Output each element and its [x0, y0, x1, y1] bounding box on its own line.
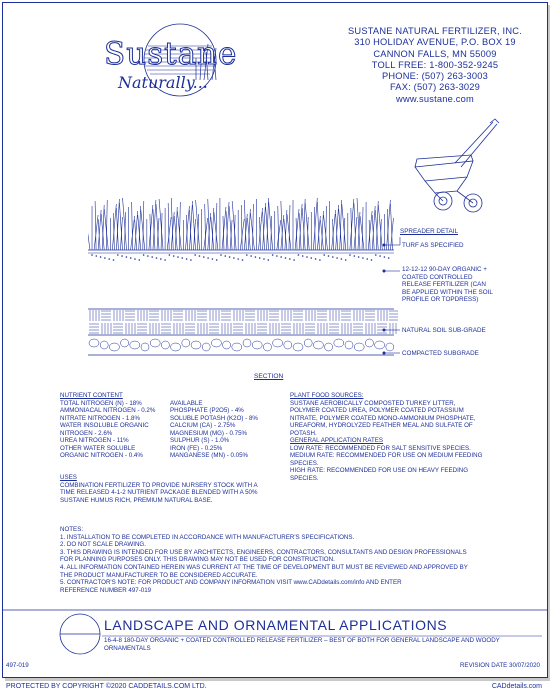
company-address-2: CANNON FALLS, MN 55009	[373, 48, 497, 59]
section-illustration	[88, 195, 398, 360]
section-title: SECTION	[254, 373, 284, 380]
spreader-illustration	[395, 115, 535, 225]
company-address-1: 310 HOLIDAY AVENUE, P.O. BOX 19	[354, 37, 516, 48]
drawing-subtitle: 16-4-8 180-DAY ORGANIC + COATED CONTROLLED RELEASE FERTILIZER – BEST OF BOTH FOR GENERAL LANDSCAPE AND WOODY ORNAMENTALS	[104, 637, 500, 652]
plant-food-block: PLANT FOOD SOURCES: SUSTANE AEROBICALLY COMPOSTED TURKEY LITTER, POLYMER COATED UREA, POLYMER COATED POTASSIUM NITRATE, POLYMER COATED MONO-AMMONIUM PHOSPHATE, UREAFORM, HYDROLYZED FEATHER MEAL AND SULFATE OF POTASH. GENERAL APPLICATION RATES LOW RATE: RECOMMENDED FOR SALT SENSITIVE SPECIES. MEDIUM RATE: RECOMMENDED FOR USE ON MEDIUM FEEDING SPECIES. HIGH RATE: RECOMMENDED FOR USE ON HEAVY FEEDING SPECIES.	[290, 392, 483, 482]
uses-block: USES COMBINATION FERTILIZER TO PROVIDE NURSERY STOCK WITH A TIME RELEASED 4-1-2 NUTRIENT PACKAGE BLENDED WITH A 50% SUSTANE HUMUS RICH, PREMIUM NATURAL BASE.	[60, 474, 258, 504]
notes-block: NOTES: 1. INSTALLATION TO BE COMPLETED IN ACCORDANCE WITH MANUFACTURER'S SPECIFICATIONS. 2. DO NOT SCALE DRAWING. 3. THIS DRAWING IS INTENDED FOR USE BY ARCHITECTS, ENGINEERS, CONTRACTORS, CONSULTANTS AND DESIGN PROFESSIONALS FOR PLANNING PURPOSES ONLY. THIS DRAWING MAY NOT BE USED FOR CONSTRUCTION. 4. ALL INFORMATION CONTAINED HEREIN WAS CURRENT AT THE TIME OF DEVELOPMENT BUT MUST BE REVIEWED AND APPROVED BY THE PRODUCT MANUFACTURER TO BE CONSIDERED ACCURATE. 5. CONTRACTOR'S NOTE: FOR PRODUCT AND COMPANY INFORMATION VISIT www.CADdetails.com/info AND ENTER REFERENCE NUMBER 497-019	[60, 526, 468, 594]
nutrient-content-right: AVAILABLE PHOSPHATE (P2O5) - 4% SOLUBLE POTASH (K2O) - 8% CALCIUM (CA) - 2.75% MAGNESIUM (MG) - 0.75% SULPHUR (S) - 1.0% IRON (FE) - 0.25% MANGANESE (MN) - 0.05%	[170, 399, 258, 459]
drawing-title: LANDSCAPE AND ORNAMENTAL APPLICATIONS	[104, 617, 448, 633]
company-fax: FAX: (507) 263-3029	[389, 82, 481, 93]
callout-spreader: SPREADER DETAIL	[400, 228, 458, 235]
reference-number: 497-019	[6, 662, 29, 669]
company-info	[335, 26, 535, 105]
copyright-notice: PROTECTED BY COPYRIGHT ©2020 CADDETAILS.COM LTD.	[6, 683, 207, 690]
callout-turf: TURF AS SPECIFIED	[402, 242, 464, 249]
logo-tagline: Naturally...	[118, 73, 208, 92]
company-website[interactable]: www.sustane.com	[396, 93, 474, 104]
callout-fertilizer: 12-12-12 90-DAY ORGANIC + COATED CONTROLLED RELEASE FERTILIZER (CAN BE APPLIED WITHIN THE SOIL PROFILE OR TOPDRESS)	[402, 266, 493, 303]
nutrient-content-left: NUTRIENT CONTENT TOTAL NITROGEN (N) - 18% AMMONIACAL NITROGEN - 0.2% NITRATE NITROGEN - 1.8% WATER INSOLUBLE ORGANIC NITROGEN - 2.6% UREA NITROGEN - 11% OTHER WATER SOLUBLE ORGANIC NITROGEN - 0.4%	[60, 392, 156, 459]
callout-soil: NATURAL SOIL SUB-GRADE	[402, 327, 486, 334]
callout-subgrade: COMPACTED SUBGRADE	[402, 350, 479, 357]
company-name: SUSTANE NATURAL FERTILIZER, INC.	[348, 26, 522, 36]
logo-wordmark: Sustane	[104, 36, 238, 72]
revision-date: REVISION DATE 30/07/2020	[459, 662, 540, 669]
company-tollfree: TOLL FREE: 1-800-352-9245	[371, 59, 499, 70]
company-phone: PHONE: (507) 263-3003	[381, 71, 488, 82]
caddetails-link[interactable]: CADdetails.com	[491, 683, 542, 690]
